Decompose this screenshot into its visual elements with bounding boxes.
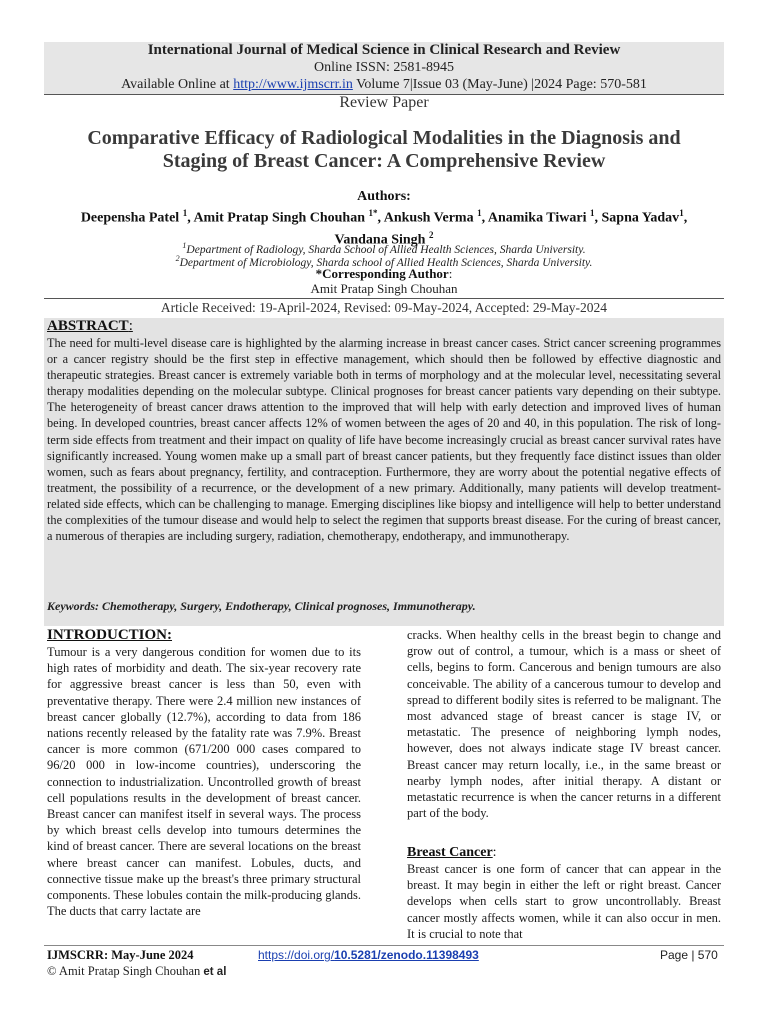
breast-cancer-heading: Breast Cancer: <box>407 845 497 860</box>
author-name: Sapna Yadav <box>601 210 680 226</box>
introduction-heading: INTRODUCTION: <box>47 627 173 643</box>
abstract-text: The need for multi-level disease care is highlighted by the alarming increase in breast cancer cases. Strict cancer screening programmes or a cancer registry should be the first step in effective management, which should then be followed by effective diagnostic and therapeutic strategies. Breast cancer is extremely variable both in terms of morphology and at the molecular level, necessitating several therapy modalities depending on the molecular subtype. Clinical prognoses for breast cancer patients vary depending on their subtype. The heterogeneity of breast cancer draws attention to the improved that will help with early detection and improved lives of human being. In developed countries, breast cancer affects 12% of women between the ages of 20 and 40, in this population. The risk of long-term side effects from treatment and their impact on quality of life have become increasingly crucial as breast cancer survival rates have significantly increased. Young women make up a small part of breast cancer patients, but they frequently face distinct issues than older women, such as fears about pregnancy, fertility, and contraception. Furthermore, they are worry about the potential negative effects of treatment, the possibility of a recurrence, or the development of a new primary. Additionally, many patients will develop treatment-related side effects, which can be challenging to manage. Emerging disciplines like biopsy and intelligence will help to better understand the complexities of the tumour disease and would help to select the regimen that supports breast disease. For the curing of breast cancer, a numerous of therapies are including surgery, radiation, chemotherapy, endotherapy, and immunotherapy. <box>47 336 721 544</box>
affiliation-mark: 2 <box>175 254 180 263</box>
dates-divider <box>44 298 724 299</box>
abstract-heading-text: ABSTRACT <box>47 318 129 334</box>
author-separator: , <box>683 210 688 226</box>
footer-copyright <box>47 964 226 980</box>
breast-cancer-heading-text: Breast Cancer <box>407 845 493 860</box>
author-affiliation-mark: 1 <box>590 208 595 218</box>
article-dates: Article Received: 19-April-2024, Revised: 09-May-2024, Accepted: 29-May-2024 <box>160 300 608 315</box>
online-prefix: Available Online at <box>121 77 230 92</box>
affiliation-mark: 1 <box>182 241 187 250</box>
corresponding-label-text: *Corresponding Author <box>315 266 449 281</box>
paper-title: Comparative Efficacy of Radiological Modalities in the Diagnosis and Staging of Breast Cancer: A Comprehensive Review <box>87 127 681 172</box>
affiliation-text: Department of Radiology, Sharda School of Allied Health Sciences, Sharda University. <box>186 243 586 256</box>
volume-info: Volume 7|Issue 03 (May-June) |2024 Page: 570-581 <box>356 77 647 92</box>
journal-issn: Online ISSN: 2581-8945 <box>314 60 454 75</box>
author-separator: , <box>594 210 602 226</box>
author-separator: , <box>187 210 194 226</box>
right-column-text: cracks. When healthy cells in the breast begin to change and grow out of control, a tumour, which is a mass or sheet of cells, begins to form. Cancerous and benign tumours are also conceivable. The ability of a cancerous tumour to develop and spread to different bodily sites is referred to be malignant. The most advanced stage of breast cancer is stage IV, or metastatic. The presence of neighboring lymph nodes, however, does not always indicate stage IV breast cancer. Breast cancer may return locally, i.e., in the same breast or nearby lymph nodes, after initial therapy. A distant or metastatic recurrence is when the cancer returns in a different part of the body. <box>407 628 721 821</box>
author-name: Ankush Verma <box>383 210 474 226</box>
abstract-heading: ABSTRACT: <box>47 318 133 334</box>
introduction-text: Tumour is a very dangerous condition for women due to its high rates of morbidity and death. The six-year recovery rate for aggressive breast cancer is less than 50, even with preventative therapy. There were 2.4 million new instances of breast cancer globally (12.7%), according to data from 186 nations recently released by the fatality rate was 7.9%. Breast cancer is more common (671/200 000 cases compared to 96/20 000 in low-income countries), underscoring the connection to industrialization. Uncontrolled growth of breast cell populations results in the development of breast cancer. Breast cancer can manifest itself in several ways. The process by which breast cells develop into tumours determines the kind of breast cancer. There are several locations on the breast where breast cancer can manifest. Lobules, ducts, and connective tissue make up the breast's three primary structural components. These lobules contain the milk-producing glands. The ducts that carry lactate are <box>47 645 361 919</box>
author-separator: , <box>377 210 384 226</box>
author-separator: , <box>481 210 488 226</box>
author-affiliation-mark: 1 <box>182 208 188 218</box>
breast-cancer-text: Breast cancer is one form of cancer that can appear in the breast. It may begin in either the left or right breast. Cancer develops when cells start to grow uncontrollably. Breast cancer mostly affects women, while it can also occur in men. It is crucial to note that <box>407 862 721 941</box>
author-affiliation-mark: 1 <box>679 208 684 218</box>
article-type: Review Paper <box>339 94 429 111</box>
author-affiliation-mark: 2 <box>428 229 434 240</box>
journal-url-link[interactable]: http://www.ijmscrr.in <box>233 77 353 92</box>
author-name: Vandana Singh <box>334 232 426 248</box>
journal-availability <box>44 76 724 93</box>
authors-label: Authors: <box>357 189 411 204</box>
corresponding-author-name: Amit Pratap Singh Chouhan <box>310 281 458 296</box>
affiliation-text: Department of Microbiology, Sharda school of Allied Health Sciences, Sharda University. <box>179 256 593 269</box>
corresponding-author-label: *Corresponding Author: <box>315 266 453 281</box>
et-al: et al <box>203 966 227 978</box>
doi-prefix: https://doi.org/ <box>258 948 335 962</box>
author-name: Deepensha Patel <box>80 210 180 226</box>
copyright-text: © Amit Pratap Singh Chouhan <box>47 964 201 978</box>
footer-divider <box>44 945 724 946</box>
author-affiliation-mark: 1 <box>477 208 482 218</box>
journal-name: International Journal of Medical Science in Clinical Research and Review <box>147 42 621 58</box>
keywords: Keywords: Chemotherapy, Surgery, Endotherapy, Clinical prognoses, Immunotherapy. <box>47 599 476 613</box>
author-name: Amit Pratap Singh Chouhan <box>193 210 365 226</box>
doi-suffix: 10.5281/zenodo.11398493 <box>334 948 479 962</box>
doi-link[interactable] <box>258 948 479 963</box>
author-name: Anamika Tiwari <box>487 210 587 226</box>
introduction-heading-text: INTRODUCTION <box>47 627 168 643</box>
page-number: Page | 570 <box>660 948 718 962</box>
footer-journal: IJMSCRR: May-June 2024 <box>47 948 194 962</box>
author-affiliation-mark: 1* <box>368 208 378 218</box>
